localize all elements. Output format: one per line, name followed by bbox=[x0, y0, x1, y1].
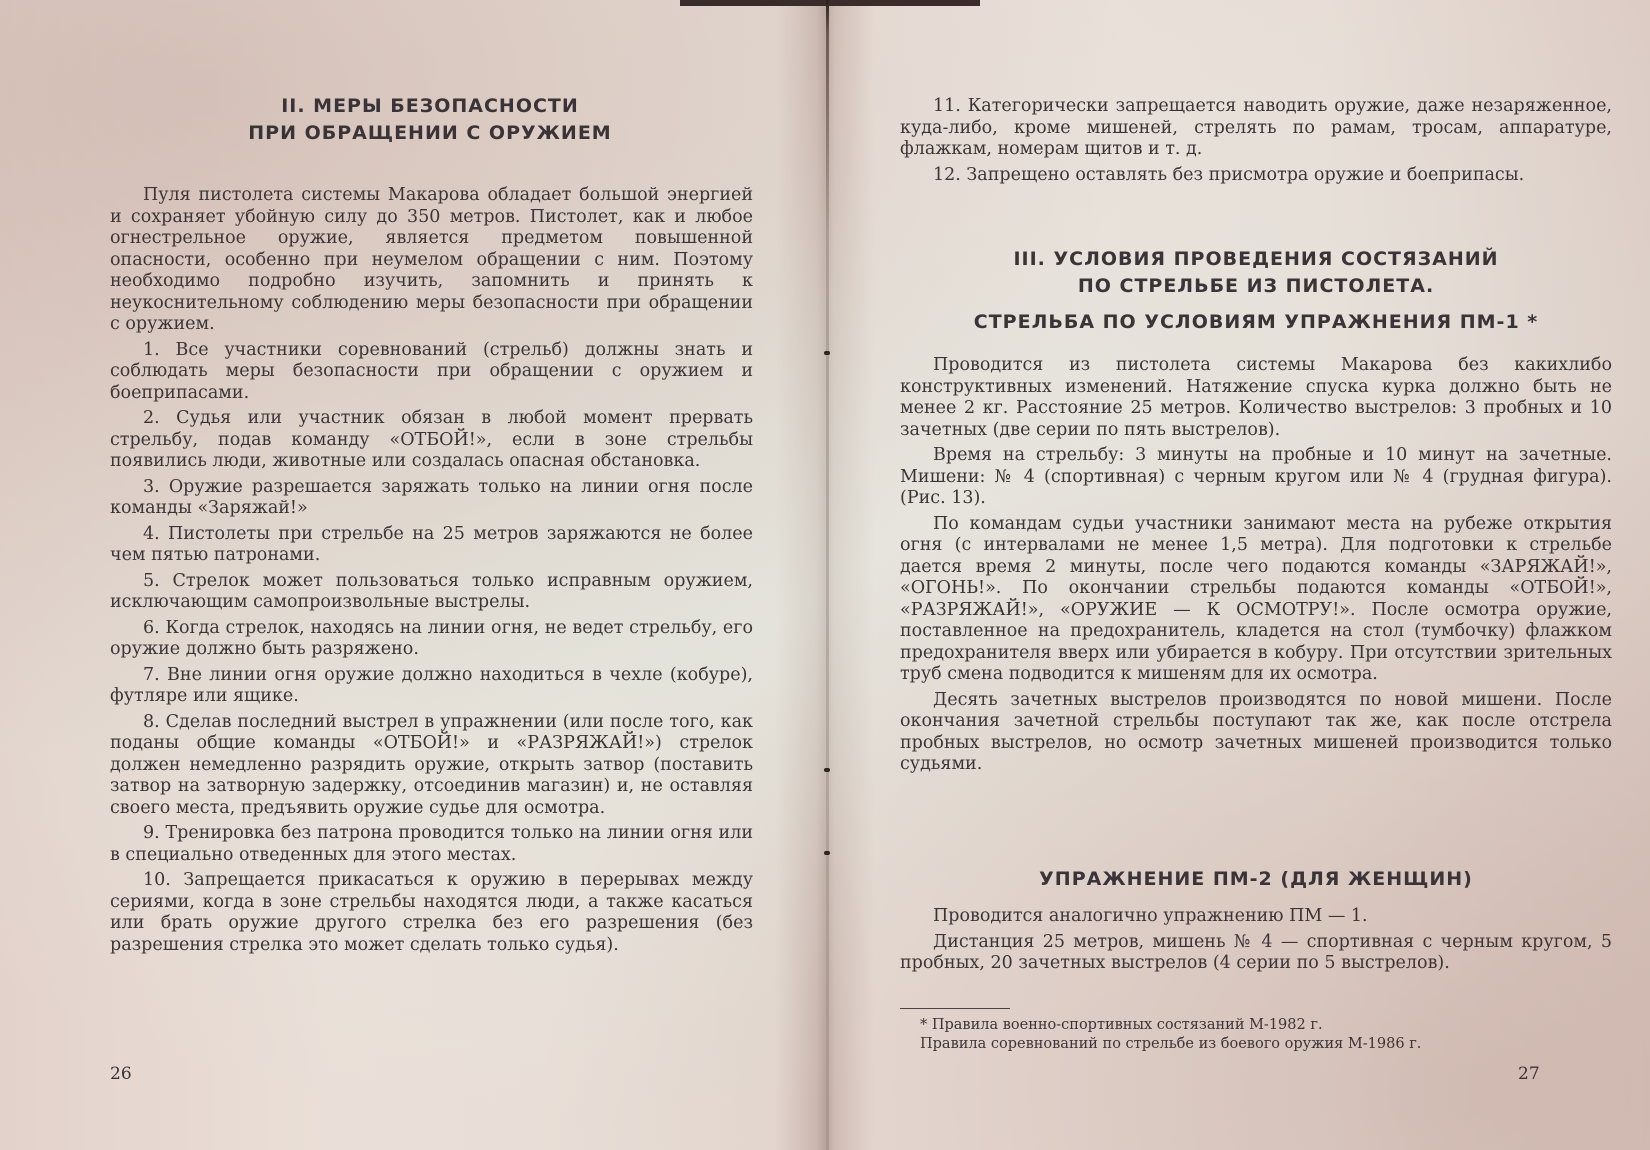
rule-paragraph: 3. Оружие разрешается заряжать только на линии огня после команды «Заряжай!» bbox=[110, 476, 753, 518]
rule-paragraph: 2. Судья или участник обязан в любой момент прервать стрельбу, подав команду «ОТБОЙ!», если в зоне стрельбы появились люди, животные или создалась опасная обстановка. bbox=[110, 408, 753, 471]
rule-paragraph: 11. Категорически запрещается наводить оружие, даже незаряженное, куда-либо, кроме мишеней, стрелять по рамам, тросам, аппаратуре, флажкам, номерам щитов и т. д. bbox=[900, 96, 1612, 159]
section-heading-line1: III. УСЛОВИЯ ПРОВЕДЕНИЯ СОСТЯЗАНИЙ bbox=[1013, 248, 1499, 270]
section-heading-line2: ПО СТРЕЛЬБЕ ИЗ ПИСТОЛЕТА. bbox=[1077, 275, 1435, 297]
footnote bbox=[900, 1016, 1460, 1054]
pm2-paragraph: Проводится аналогично упражнению ПМ — 1. bbox=[933, 906, 1368, 926]
section-heading bbox=[110, 93, 750, 147]
rule-paragraph: 6. Когда стрелок, находясь на линии огня, не ведет стрельбу, его оружие должно быть разряжено. bbox=[110, 617, 753, 659]
rule-paragraph: 9. Тренировка без патрона проводится только на линии огня или в специально отведенных для этого местах. bbox=[110, 823, 753, 865]
rule-paragraph: 4. Пистолеты при стрельбе на 25 метров заряжаются не более чем пятью патронами. bbox=[110, 523, 753, 565]
rule-paragraph: 1. Все участники соревнований (стрельб) должны знать и соблюдать меры безопасности при обращении с оружием и боеприпасами. bbox=[110, 339, 753, 403]
section-heading-line2: ПРИ ОБРАЩЕНИИ С ОРУЖИЕМ bbox=[248, 122, 612, 144]
pm1-paragraph: Время на стрельбу: 3 минуты на пробные и 10 минут на зачетные. Мишени: № 4 (спортивная) с черным кругом или № 4 (грудная фигура). (Рис. 13). bbox=[900, 445, 1612, 508]
section-heading bbox=[900, 246, 1612, 300]
pm1-paragraph: Десять зачетных выстрелов производятся по новой мишени. После окончания зачетной стрельбы поступают так же, как после отстрела пробных выстрелов, но осмотр зачетных мишеней производится только судьями. bbox=[900, 689, 1612, 774]
footnote-divider bbox=[900, 1008, 1010, 1009]
rule-paragraph: 10. Запрещается прикасаться к оружию в перерывах между сериями, когда в зоне стрельбы находятся люди, а также касаться или брать оружие другого стрелка без его разрешения (без разрешения стрелка это может сделать только судья). bbox=[110, 870, 753, 955]
page-number: 26 bbox=[110, 1064, 132, 1084]
footnote-line: * Правила военно-спортивных состязаний М-1982 г. bbox=[920, 1017, 1323, 1033]
footnote-line: Правила соревнований по стрельбе из боевого оружия М-1986 г. bbox=[920, 1036, 1422, 1052]
section-heading-line1: II. МЕРЫ БЕЗОПАСНОСТИ bbox=[281, 95, 579, 117]
pm1-paragraph: По командам судьи участники занимают места на рубеже открытия огня (с интервалами не менее 1,5 метра). Для подготовки к стрельбе дается время 2 минуты, после чего подаются команды «ЗАРЯЖАЙ!», «ОГОНЬ!». По окончании стрельбы подаются команды «ОТБОЙ!», «РАЗРЯЖАЙ!», «ОРУЖИЕ — К ОСМОТРУ!». После осмотра оружие, поставленное на предохранитель, кладется на стол (тумбочку) флажком предохранителя вверх или убирается в кобуру. При отсутствии зрительных труб смена подводится к мишеням для их осмотра. bbox=[900, 513, 1612, 684]
exercise-pm1-heading: СТРЕЛЬБА ПО УСЛОВИЯМ УПРАЖНЕНИЯ ПМ-1 * bbox=[973, 311, 1539, 333]
book-gutter bbox=[826, 0, 829, 1150]
pm1-body bbox=[900, 355, 1612, 780]
rule-paragraph: 8. Сделав последний выстрел в упражнении (или после того, как поданы общие команды «ОТБОЙ!» и «РАЗРЯЖАЙ!») стрелок должен немедленно разрядить оружие, открыть затвор (поставить затвор на затворную задержку, отсоединив магазин) и, не оставляя своего места, предъявить оружие судье для осмотра. bbox=[110, 711, 753, 818]
intro-paragraph: Пуля пистолета системы Макарова обладает большой энергией и сохраняет убойную силу до 350 метров. Пистолет, как и любое огнестрельное оружие, является предметом повышенной опасности, особенно при неумелом обращении с ним. Поэтому необходимо подробно изучить, запомнить и принять к неукоснительному соблюдению меры безопасности при обращении с оружием. bbox=[110, 185, 753, 334]
left-page-body bbox=[110, 185, 753, 960]
rule-paragraph: 12. Запрещено оставлять без присмотра оружие и боеприпасы. bbox=[933, 164, 1525, 185]
page-number: 27 bbox=[1518, 1064, 1540, 1084]
right-page-rules bbox=[900, 96, 1612, 190]
rule-paragraph: 5. Стрелок может пользоваться только исправным оружием, исключающим самопроизвольные выстрелы. bbox=[110, 570, 753, 612]
pm2-body bbox=[900, 906, 1612, 979]
exercise-pm2-heading: УПРАЖНЕНИЕ ПМ-2 (ДЛЯ ЖЕНЩИН) bbox=[1039, 868, 1473, 890]
pm1-paragraph: Проводится из пистолета системы Макарова без какихлибо конструктивных изменений. Натяжение спуска курка должно быть не менее 2 кг. Расстояние 25 метров. Количество выстрелов: 3 пробных и 10 зачетных (две серии по пять выстрелов). bbox=[900, 355, 1612, 440]
rule-paragraph: 7. Вне линии огня оружие должно находиться в чехле (кобуре), футляре или ящике. bbox=[110, 664, 753, 706]
right-page bbox=[830, 0, 1650, 1150]
pm2-paragraph: Дистанция 25 метров, мишень № 4 — спортивная с черным кругом, 5 пробных, 20 зачетных выстрелов (4 серии по 5 выстрелов). bbox=[900, 931, 1612, 973]
